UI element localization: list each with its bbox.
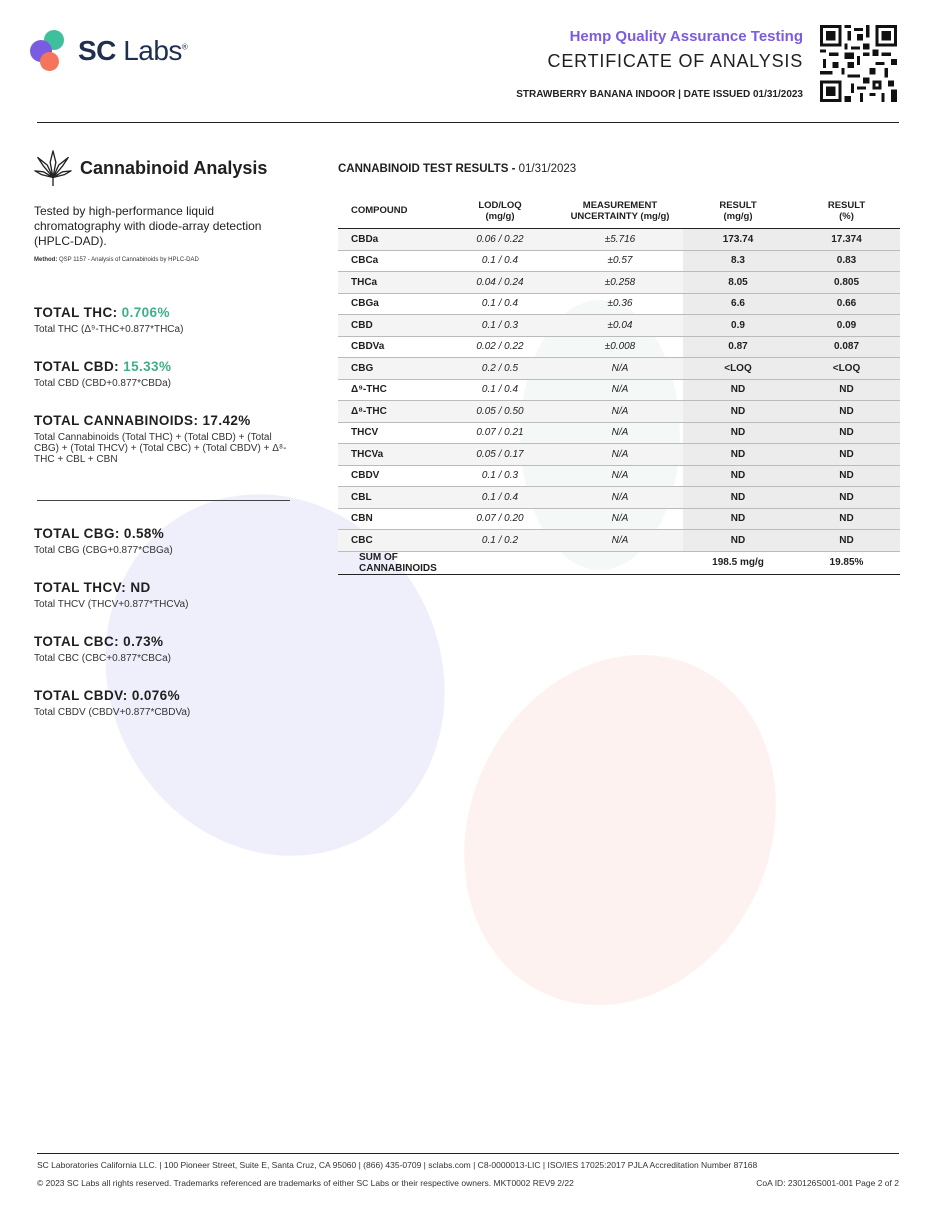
- table-row: [338, 401, 900, 423]
- cell-result-mg: 0.87: [683, 336, 793, 358]
- cell-result-pct: ND: [793, 444, 900, 466]
- cell-lodloq: 0.1 / 0.4: [443, 250, 557, 272]
- cell-uncertainty: N/A: [557, 401, 683, 423]
- footer-address: SC Laboratories California LLC. | 100 Pioneer Street, Suite E, Santa Cruz, CA 95060 | (866) 435-0709 | sclabs.com | C8-0000013-LIC | ISO/IES 17025:2017 PJLA Accreditation Number 87168: [37, 1160, 758, 1170]
- page-title: CERTIFICATE OF ANALYSIS: [547, 51, 803, 71]
- cell-uncertainty: N/A: [557, 487, 683, 509]
- cell-result-mg: 173.74: [683, 229, 793, 251]
- cell-result-mg: ND: [683, 422, 793, 444]
- total-thcv: TOTAL THCV: ND Total THCV (THCV+0.877*THCVa): [34, 580, 189, 610]
- sc-labs-logo-icon: [30, 30, 72, 72]
- method-note: Method: QSP 1157 - Analysis of Cannabinoids by HPLC-DAD: [34, 257, 199, 263]
- col-compound: COMPOUND: [338, 193, 443, 229]
- header-divider: [37, 122, 899, 123]
- table-row: [338, 508, 900, 530]
- cell-result-pct: ND: [793, 487, 900, 509]
- summary-column: [34, 148, 294, 718]
- cell-result-mg: 8.3: [683, 250, 793, 272]
- table-row: [338, 379, 900, 401]
- cell-uncertainty: N/A: [557, 530, 683, 552]
- cell-result-pct: ND: [793, 422, 900, 444]
- cell-lodloq: 0.04 / 0.24: [443, 272, 557, 294]
- cell-compound: CBDVa: [338, 336, 443, 358]
- watermark-pink: [408, 603, 832, 1056]
- cell-result-mg: 6.6: [683, 293, 793, 315]
- total-cannabinoids: TOTAL CANNABINOIDS: 17.42% Total Cannabinoids (Total THC) + (Total CBD) + (Total CBG) + (Total THCV) + (Total CBC) + (Total CBDV) + Δ⁸-THC + CBL + CBN: [34, 413, 287, 465]
- table-row: [338, 293, 900, 315]
- cell-uncertainty: N/A: [557, 465, 683, 487]
- cell-lodloq: 0.1 / 0.3: [443, 315, 557, 337]
- cell-compound: THCVa: [338, 444, 443, 466]
- total-cbdv: TOTAL CBDV: 0.076% Total CBDV (CBDV+0.877*CBDVa): [34, 688, 191, 718]
- cell-compound: Δ⁹-THC: [338, 379, 443, 401]
- cell-uncertainty: ±0.008: [557, 336, 683, 358]
- cell-result-pct: ND: [793, 401, 900, 423]
- cell-lodloq: 0.1 / 0.4: [443, 293, 557, 315]
- table-row: [338, 465, 900, 487]
- cell-result-mg: ND: [683, 530, 793, 552]
- cell-result-mg: ND: [683, 487, 793, 509]
- header-subtitle: Hemp Quality Assurance Testing: [569, 28, 803, 45]
- cell-compound: CBG: [338, 358, 443, 380]
- cell-lodloq: 0.05 / 0.50: [443, 401, 557, 423]
- cell-result-mg: 0.9: [683, 315, 793, 337]
- qr-code-icon[interactable]: [820, 25, 897, 102]
- sample-meta: STRAWBERRY BANANA INDOOR | DATE ISSUED 01/31/2023: [516, 89, 803, 100]
- cell-compound: THCV: [338, 422, 443, 444]
- cell-uncertainty: ±0.36: [557, 293, 683, 315]
- table-row: [338, 487, 900, 509]
- table-row: [338, 272, 900, 294]
- cell-result-mg: <LOQ: [683, 358, 793, 380]
- cell-compound: CBD: [338, 315, 443, 337]
- cell-result-pct: <LOQ: [793, 358, 900, 380]
- cell-result-pct: 0.66: [793, 293, 900, 315]
- cell-compound: CBL: [338, 487, 443, 509]
- cell-uncertainty: N/A: [557, 508, 683, 530]
- cell-result-pct: ND: [793, 530, 900, 552]
- header-titles: [548, 28, 803, 72]
- col-uncertainty: MEASUREMENT UNCERTAINTY (mg/g): [557, 193, 683, 229]
- cell-lodloq: 0.1 / 0.4: [443, 487, 557, 509]
- cell-lodloq: 0.2 / 0.5: [443, 358, 557, 380]
- cell-uncertainty: ±0.258: [557, 272, 683, 294]
- col-result-mg: RESULT (mg/g): [683, 193, 793, 229]
- cell-result-mg: 8.05: [683, 272, 793, 294]
- footer-copyright: © 2023 SC Labs all rights reserved. Trademarks referenced are trademarks of either SC Labs or their respective owners. MKT0002 REV9 2/22: [37, 1178, 574, 1188]
- cell-lodloq: 0.07 / 0.20: [443, 508, 557, 530]
- cannabinoid-results-table: [338, 193, 900, 575]
- cell-result-pct: 0.087: [793, 336, 900, 358]
- sum-pct: 19.85%: [793, 551, 900, 574]
- total-cbc: TOTAL CBC: 0.73% Total CBC (CBC+0.877*CBCa): [34, 634, 171, 664]
- cell-result-mg: ND: [683, 379, 793, 401]
- table-header-row: [338, 193, 900, 229]
- footer-coa-id: CoA ID: 230126S001-001 Page 2 of 2: [756, 1178, 899, 1188]
- cell-compound: CBGa: [338, 293, 443, 315]
- cell-compound: CBDV: [338, 465, 443, 487]
- cell-uncertainty: ±0.04: [557, 315, 683, 337]
- cell-uncertainty: N/A: [557, 379, 683, 401]
- total-cbd: TOTAL CBD: 15.33% Total CBD (CBD+0.877*CBDa): [34, 359, 172, 389]
- footer-divider: [37, 1153, 899, 1154]
- cell-lodloq: 0.05 / 0.17: [443, 444, 557, 466]
- cannabis-leaf-icon: [34, 148, 72, 188]
- cell-compound: THCa: [338, 272, 443, 294]
- table-row: [338, 250, 900, 272]
- cell-compound: CBN: [338, 508, 443, 530]
- cell-compound: CBCa: [338, 250, 443, 272]
- cell-result-mg: ND: [683, 444, 793, 466]
- footer-legal: [37, 1178, 899, 1188]
- sum-label: SUM OF CANNABINOIDS: [338, 551, 443, 574]
- cell-result-pct: 0.83: [793, 250, 900, 272]
- sc-labs-logo: [30, 30, 187, 72]
- table-row: [338, 358, 900, 380]
- table-row: [338, 229, 900, 251]
- cell-lodloq: 0.02 / 0.22: [443, 336, 557, 358]
- section-title: Cannabinoid Analysis: [34, 148, 294, 188]
- method-description: Tested by high-performance liquid chromatography with diode-array detection (HPLC-DAD).: [34, 204, 262, 248]
- cell-uncertainty: ±5.716: [557, 229, 683, 251]
- cell-result-mg: ND: [683, 465, 793, 487]
- cell-result-pct: ND: [793, 465, 900, 487]
- table-row: [338, 422, 900, 444]
- cell-uncertainty: N/A: [557, 444, 683, 466]
- cell-result-pct: 0.805: [793, 272, 900, 294]
- summary-divider: [37, 500, 290, 501]
- cell-lodloq: 0.06 / 0.22: [443, 229, 557, 251]
- table-row: [338, 336, 900, 358]
- cell-lodloq: 0.1 / 0.4: [443, 379, 557, 401]
- cell-result-mg: ND: [683, 508, 793, 530]
- cell-uncertainty: ±0.57: [557, 250, 683, 272]
- cell-uncertainty: N/A: [557, 422, 683, 444]
- table-heading: CANNABINOID TEST RESULTS - 01/31/2023: [338, 163, 577, 175]
- cell-compound: Δ⁸-THC: [338, 401, 443, 423]
- total-cbg: TOTAL CBG: 0.58% Total CBG (CBG+0.877*CBGa): [34, 526, 173, 556]
- cell-result-pct: ND: [793, 508, 900, 530]
- cell-uncertainty: N/A: [557, 358, 683, 380]
- cell-compound: CBDa: [338, 229, 443, 251]
- total-thc: TOTAL THC: 0.706% Total THC (Δ⁹-THC+0.877*THCa): [34, 305, 184, 335]
- sum-mg: 198.5 mg/g: [683, 551, 793, 574]
- cell-result-pct: 0.09: [793, 315, 900, 337]
- cell-result-pct: 17.374: [793, 229, 900, 251]
- sum-row: [338, 551, 900, 574]
- cell-lodloq: 0.1 / 0.3: [443, 465, 557, 487]
- cell-lodloq: 0.1 / 0.2: [443, 530, 557, 552]
- table-row: [338, 530, 900, 552]
- table-row: [338, 315, 900, 337]
- cell-lodloq: 0.07 / 0.21: [443, 422, 557, 444]
- table-row: [338, 444, 900, 466]
- cell-result-pct: ND: [793, 379, 900, 401]
- brand-name: SC Labs®: [78, 35, 188, 66]
- col-lodloq: LOD/LOQ (mg/g): [443, 193, 557, 229]
- cell-compound: CBC: [338, 530, 443, 552]
- cell-result-mg: ND: [683, 401, 793, 423]
- col-result-pct: RESULT (%): [793, 193, 900, 229]
